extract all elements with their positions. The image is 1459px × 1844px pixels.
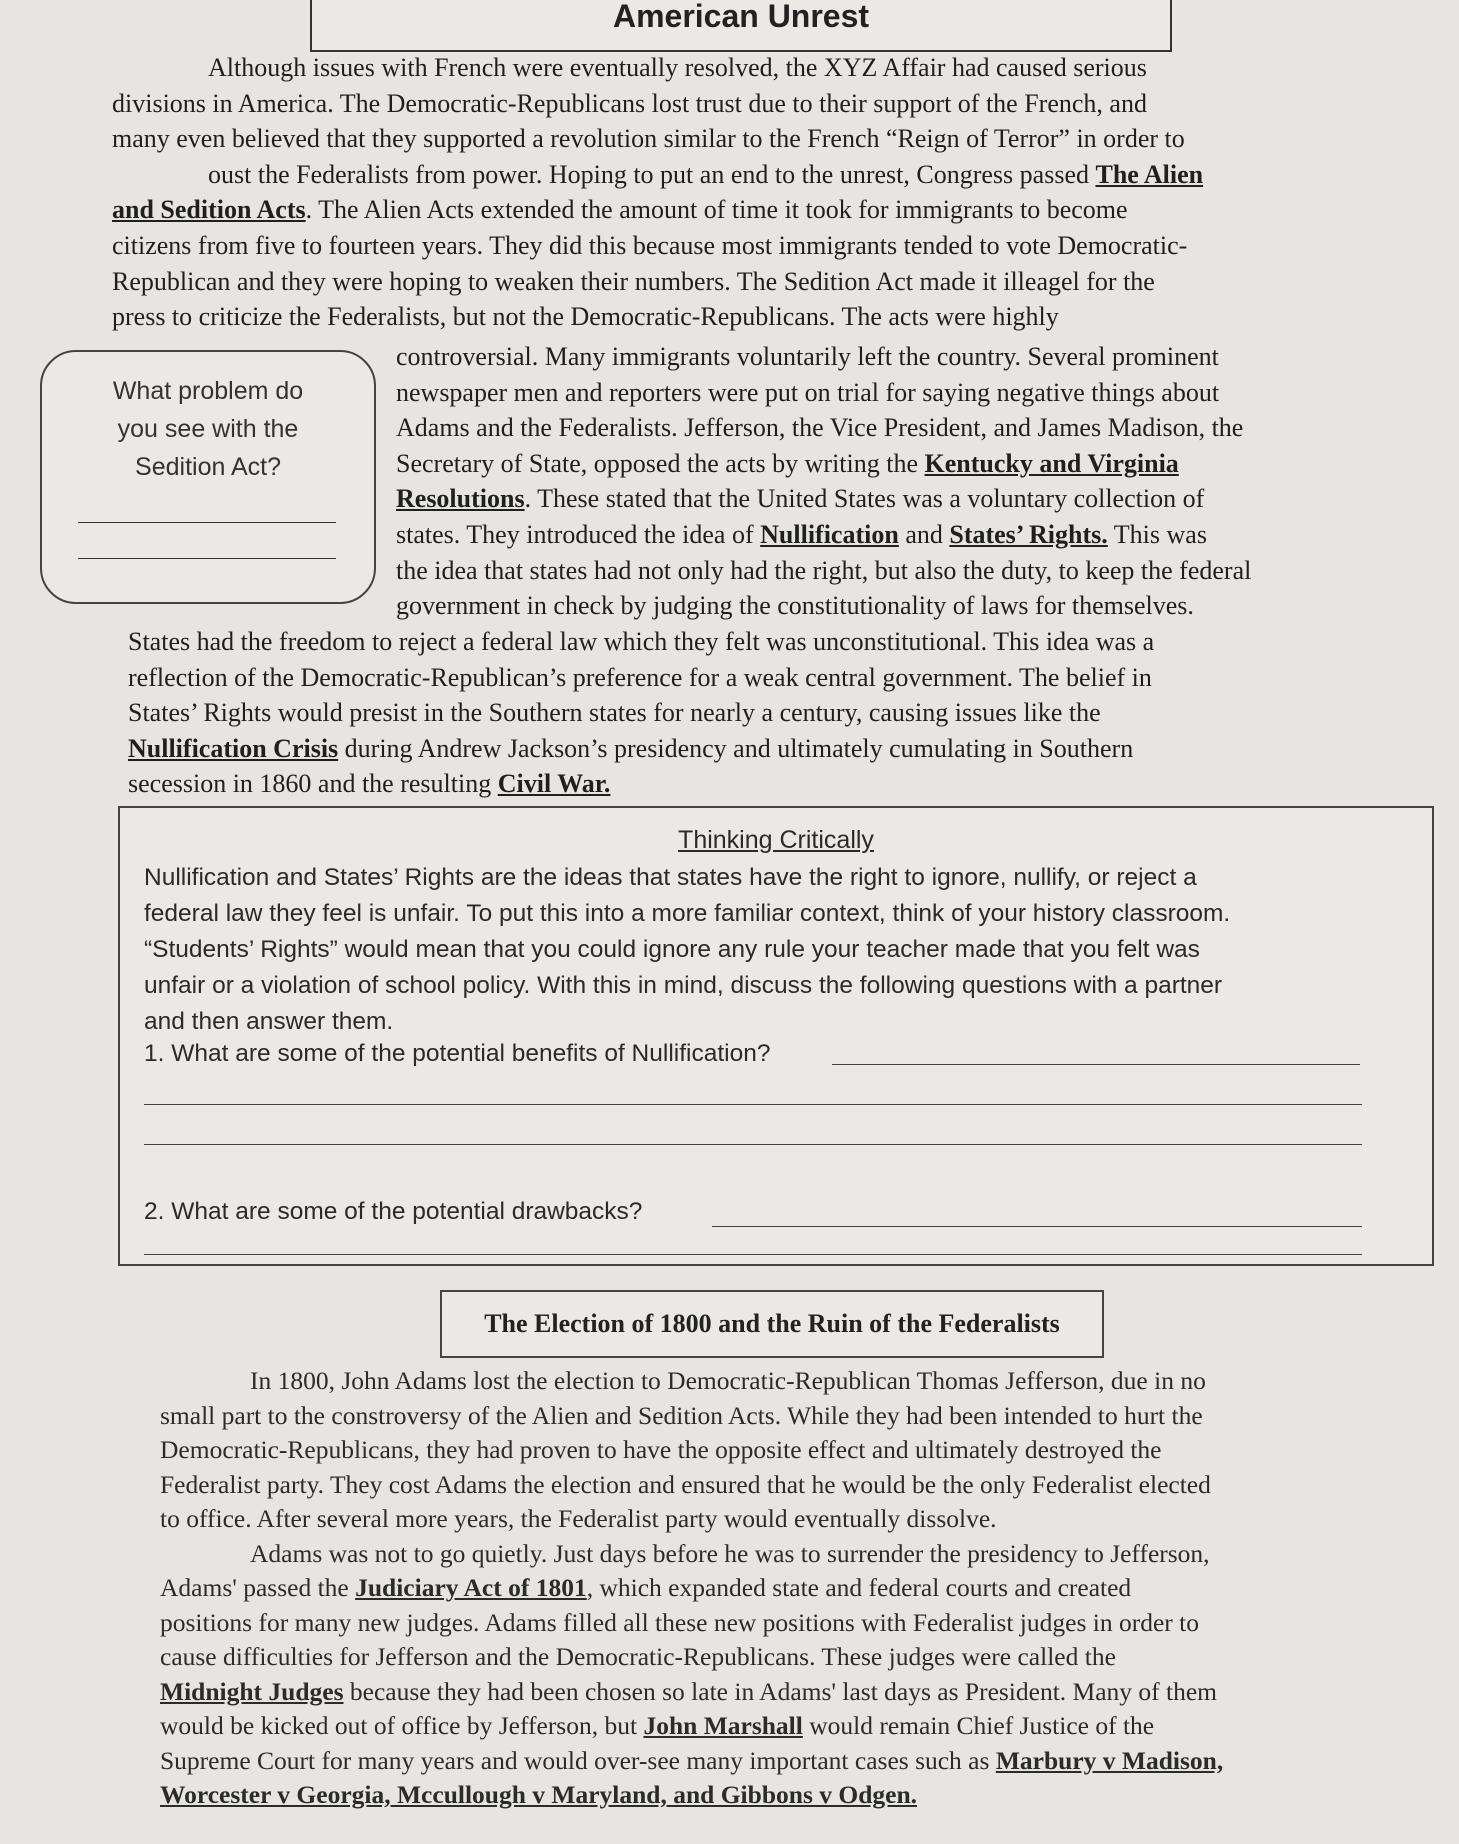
- s2-line: Federalist party. They cost Adams the election and ensured that he would be the only Federalist elected: [160, 1469, 1211, 1499]
- term-kentucky-virginia: Kentucky and Virginia: [924, 448, 1179, 478]
- term-civil-war: Civil War.: [497, 769, 611, 799]
- section2-paragraph: [160, 1364, 1430, 1813]
- s2-line: [160, 1709, 1430, 1744]
- body-line: [128, 766, 1408, 802]
- answer-line[interactable]: [78, 558, 336, 559]
- question-1: 1. What are some of the potential benefits of Nullification?: [144, 1040, 771, 1067]
- s2-line: [160, 1571, 1430, 1606]
- s2-line: [160, 1675, 1430, 1710]
- intro-line: [112, 157, 1382, 193]
- s2-line: In 1800, John Adams lost the election to Democratic-Republican Thomas Jefferson, due in no: [250, 1366, 1206, 1395]
- intro-paragraph: [112, 50, 1382, 335]
- wrap-line: controversial. Many immigrants voluntarily left the country. Several prominent: [396, 342, 1219, 371]
- tc-line: unfair or a violation of school policy. With this in mind, discuss the following questions with a partner: [144, 972, 1223, 999]
- wrap-line-text: and: [898, 519, 950, 549]
- intro-line: Republican and they were hoping to weaken their numbers. The Sedition Act made it illeagel for the: [112, 266, 1155, 296]
- answer-line-q1[interactable]: [832, 1064, 1360, 1065]
- term-alien: The Alien: [1095, 159, 1204, 189]
- bubble-text: What problem do: [112, 377, 304, 405]
- tc-line: “Students’ Rights” would mean that you could ignore any rule your teacher made that you felt was: [144, 936, 1200, 963]
- term-nullification-crisis: Nullification Crisis: [128, 733, 339, 763]
- answer-line-q2[interactable]: [144, 1254, 1362, 1255]
- intro-line: many even believed that they supported a revolution similar to the French “Reign of Terror” in order to: [112, 124, 1185, 154]
- s2-line: [160, 1744, 1430, 1779]
- tc-line: Nullification and States’ Rights are the ideas that states have the right to ignore, nullify, or reject a: [144, 864, 1197, 891]
- intro-line: citizens from five to fourteen years. They did this because most immigrants tended to vote Democratic-: [112, 230, 1188, 260]
- wrap-line: [396, 517, 1406, 553]
- intro-line: [112, 192, 1382, 228]
- s2-line: Democratic-Republicans, they had proven to have the opposite effect and ultimately destroyed the: [160, 1435, 1162, 1464]
- s2-line-text: , which expanded state and federal courts and created: [586, 1573, 1132, 1602]
- s2-line: to office. After several more years, the Federalist party would eventually dissolve.: [160, 1504, 997, 1533]
- thinking-critically-text: [144, 860, 1414, 1072]
- answer-line-q2[interactable]: [712, 1226, 1362, 1227]
- body-line-text: during Andrew Jackson’s presidency and ultimately cumulating in Southern: [338, 733, 1134, 763]
- intro-line-text: oust the Federalists from power. Hoping to put an end to the unrest, Congress passed: [208, 159, 1089, 189]
- term-nullification: Nullification: [760, 519, 899, 549]
- body-line: reflection of the Democratic-Republican’s preference for a weak central government. The belief in: [128, 662, 1152, 692]
- wrap-paragraph: [396, 339, 1406, 624]
- term-cases: Worcester v Georgia, Mccullough v Maryland, and Gibbons v Odgen.: [160, 1780, 918, 1809]
- wrap-line-text: Secretary of State, opposed the acts by writing the: [396, 448, 919, 478]
- s2-line: Adams was not to go quietly. Just days before he was to surrender the presidency to Jefferson,: [250, 1538, 1210, 1568]
- term-john-marshall: John Marshall: [643, 1711, 803, 1740]
- question-2: 2. What are some of the potential drawbacks?: [144, 1198, 643, 1225]
- s2-line-text: because they had been chosen so late in Adams' last days as President. Many of them: [343, 1676, 1218, 1706]
- answer-line[interactable]: [78, 522, 336, 523]
- term-resolutions: Resolutions: [396, 484, 525, 514]
- answer-line-q1[interactable]: [144, 1104, 1362, 1105]
- thinking-critically-box: [118, 806, 1434, 1266]
- wrap-line: the idea that states had not only had the right, but also the duty, to keep the federal: [396, 555, 1252, 585]
- s2-line: positions for many new judges. Adams filled all these new positions with Federalist judges in order to: [160, 1607, 1199, 1637]
- bubble-text: you see with the: [117, 415, 299, 443]
- wrap-line-text: This was: [1107, 519, 1207, 549]
- intro-line: Although issues with French were eventually resolved, the XYZ Affair had caused serious: [208, 53, 1147, 82]
- s2-line: [160, 1778, 1430, 1813]
- wrap-line: newspaper men and reporters were put on trial for saying negative things about: [396, 377, 1220, 407]
- answer-line-q1[interactable]: [144, 1144, 1362, 1145]
- s2-line-text: Supreme Court for many years and would over-see many important cases such as: [160, 1745, 996, 1775]
- term-midnight-judges: Midnight Judges: [160, 1676, 344, 1706]
- body-line-text: secession in 1860 and the resulting: [128, 769, 498, 799]
- wrap-line-text: states. They introduced the idea of: [396, 519, 754, 549]
- body-line: States’ Rights would presist in the Southern states for nearly a century, causing issues like the: [128, 698, 1101, 728]
- body-paragraph: [128, 624, 1408, 802]
- question-bubble: [40, 350, 376, 604]
- s2-line-text: would remain Chief Justice of the: [802, 1711, 1155, 1740]
- wrap-line: [396, 446, 1406, 482]
- section-heading: The Election of 1800 and the Ruin of the Federalists: [440, 1290, 1104, 1358]
- wrap-line-text: . These stated that the United States was a voluntary collection of: [524, 484, 1205, 514]
- term-marbury: Marbury v Madison,: [995, 1745, 1224, 1775]
- term-alien-sedition: and Sedition Acts: [112, 195, 306, 225]
- tc-line: federal law they feel is unfair. To put this into a more familiar context, think of your history classroom.: [144, 900, 1231, 927]
- tc-line: and then answer them.: [144, 1008, 394, 1035]
- body-line: [128, 731, 1408, 767]
- s2-line-text: would be kicked out of office by Jefferson, but: [160, 1711, 644, 1740]
- intro-line: divisions in America. The Democratic-Republicans lost trust due to their support of the French, and: [112, 88, 1147, 118]
- intro-line-text: . The Alien Acts extended the amount of time it took for immigrants to become: [305, 195, 1128, 225]
- wrap-line: [396, 481, 1406, 517]
- wrap-line: Adams and the Federalists. Jefferson, the Vice President, and James Madison, the: [396, 413, 1244, 443]
- thinking-critically-title: Thinking Critically: [678, 826, 874, 854]
- s2-line-text: Adams' passed the: [160, 1573, 356, 1602]
- intro-line: press to criticize the Federalists, but not the Democratic-Republicans. The acts were highly: [112, 302, 1059, 332]
- term-judiciary-act: Judiciary Act of 1801: [355, 1573, 587, 1602]
- s2-line: cause difficulties for Jefferson and the Democratic-Republicans. These judges were called the: [160, 1642, 1116, 1671]
- wrap-line: government in check by judging the constitutionality of laws for themselves.: [396, 591, 1194, 621]
- term-states-rights: States’ Rights.: [949, 519, 1108, 549]
- page-title: American Unrest: [310, 0, 1172, 52]
- bubble-text: Sedition Act?: [135, 453, 281, 481]
- body-line: States had the freedom to reject a federal law which they felt was unconstitutional. This idea was a: [128, 627, 1155, 656]
- s2-line: small part to the constroversy of the Alien and Sedition Acts. While they had been intended to hurt the: [160, 1400, 1203, 1430]
